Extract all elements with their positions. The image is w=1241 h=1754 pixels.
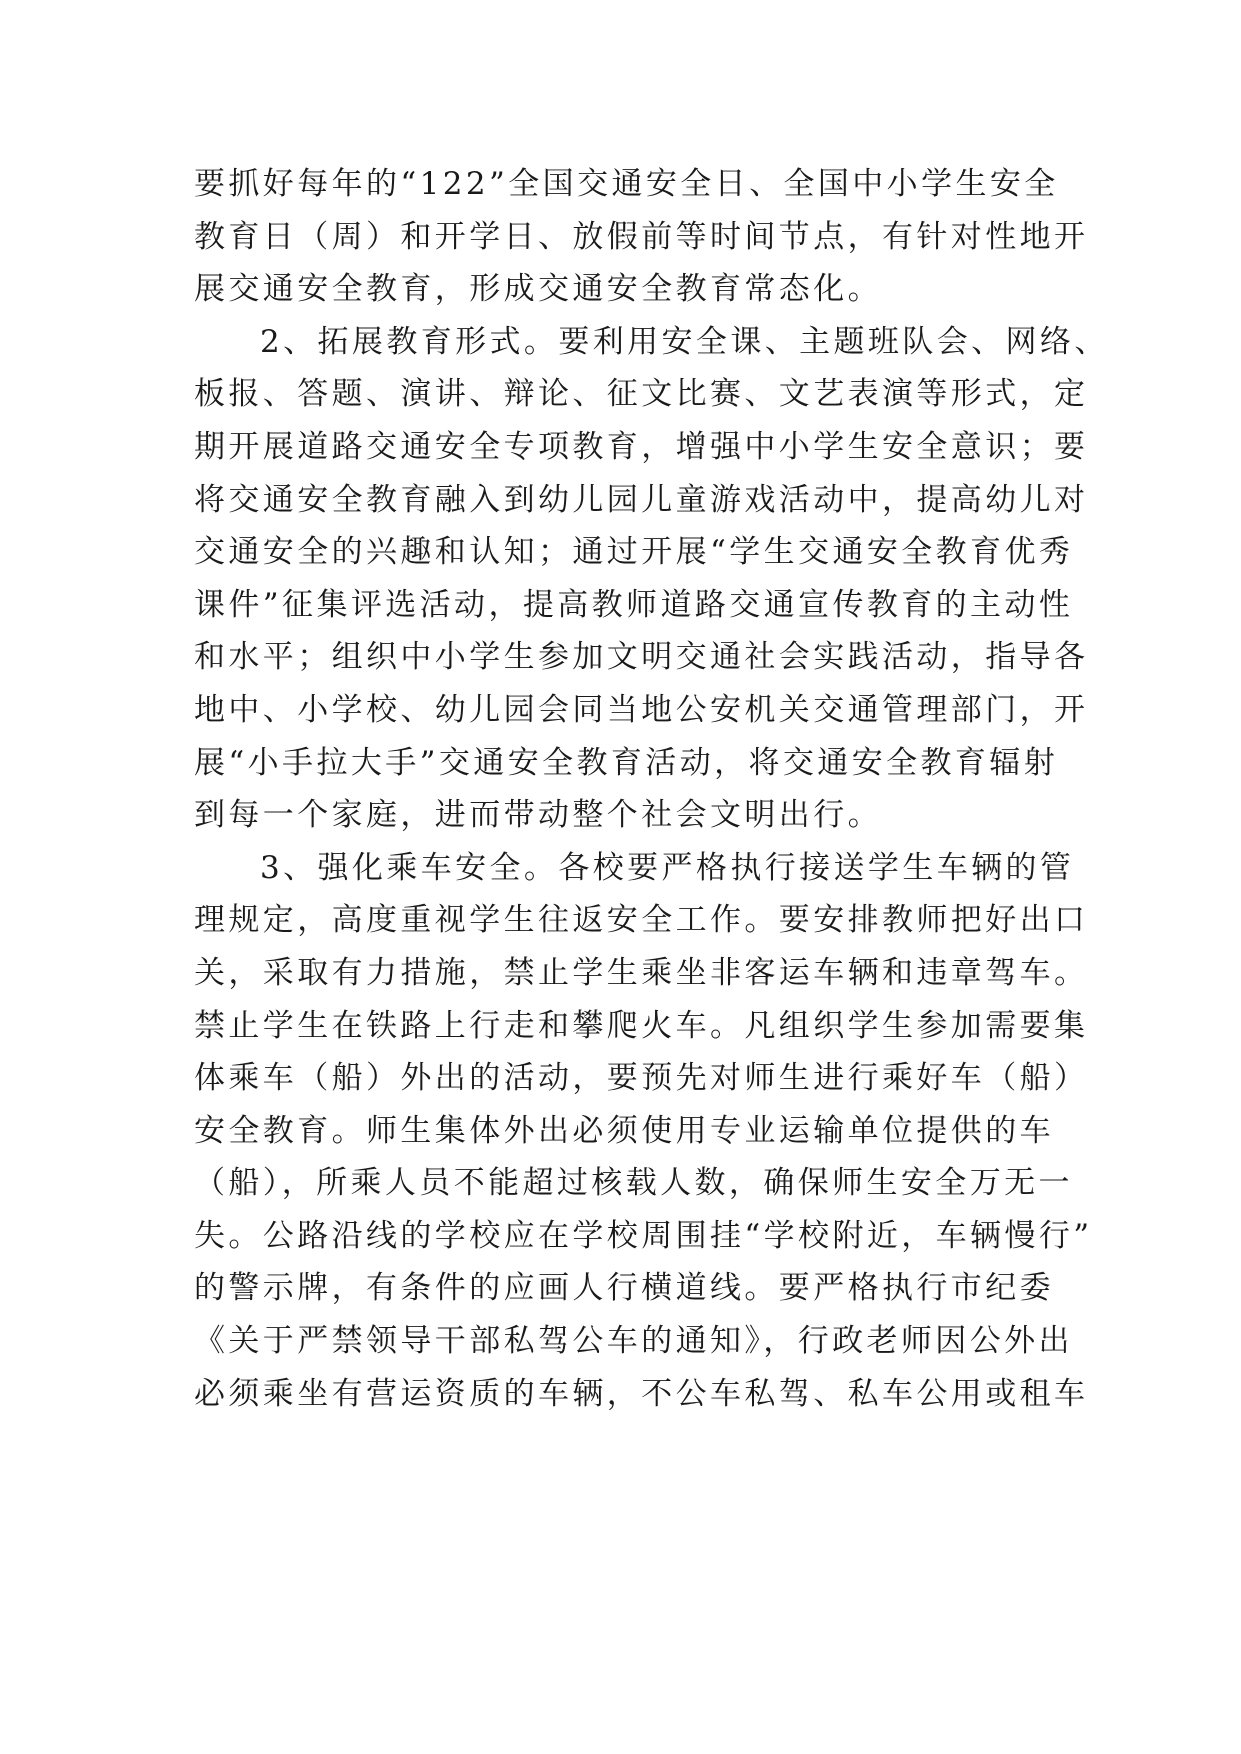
text-line: 期开展道路交通安全专项教育，增强中小学生安全意识；要 <box>194 428 1089 465</box>
text-line: 关，采取有力措施，禁止学生乘坐非客运车辆和违章驾车。 <box>194 954 1089 991</box>
text-line: 禁止学生在铁路上行走和攀爬火车。凡组织学生参加需要集 <box>194 1007 1089 1044</box>
text-line: 理规定，高度重视学生往返安全工作。要安排教师把好出口 <box>194 902 1089 939</box>
text-line: 体乘车（船）外出的活动，要预先对师生进行乘好车（船） <box>194 1060 1089 1097</box>
text-line: 到每一个家庭，进而带动整个社会文明出行。 <box>194 797 882 834</box>
text-line: 安全教育。师生集体外出必须使用专业运输单位提供的车 <box>194 1112 1054 1149</box>
text-line: 失。公路沿线的学校应在学校周围挂“学校附近，车辆慢行” <box>194 1217 1093 1254</box>
text-line: 的警示牌，有条件的应画人行横道线。要严格执行市纪委 <box>194 1270 1054 1307</box>
paragraph-start-line: 2、拓展教育形式。要利用安全课、主题班队会、网络、 <box>260 323 1109 360</box>
text-line: 展“小手拉大手”交通安全教育活动，将交通安全教育辐射 <box>194 744 1059 781</box>
text-line: 展交通安全教育，形成交通安全教育常态化。 <box>194 271 882 308</box>
text-line: 将交通安全教育融入到幼儿园儿童游戏活动中，提高幼儿对 <box>194 481 1089 518</box>
text-line: 交通安全的兴趣和认知；通过开展“学生交通安全教育优秀 <box>194 534 1074 571</box>
body-text <box>194 158 1109 1420</box>
paragraph-start-line: 3、强化乘车安全。各校要严格执行接送学生车辆的管 <box>260 849 1075 886</box>
text-line: 课件”征集评选活动，提高教师道路交通宣传教育的主动性 <box>194 586 1074 623</box>
text-line: 和水平；组织中小学生参加文明交通社会实践活动，指导各 <box>194 639 1089 676</box>
text-line: 板报、答题、演讲、辩论、征文比赛、文艺表演等形式，定 <box>194 376 1089 413</box>
text-line: 《关于严禁领导干部私驾公车的通知》，行政老师因公外出 <box>194 1323 1073 1360</box>
text-line: 教育日（周）和开学日、放假前等时间节点，有针对性地开 <box>194 218 1089 255</box>
text-line: 地中、小学校、幼儿园会同当地公安机关交通管理部门，开 <box>194 691 1089 728</box>
text-line: （船），所乘人员不能超过核载人数，确保师生安全万无一 <box>194 1165 1073 1202</box>
text-line: 必须乘坐有营运资质的车辆，不公车私驾、私车公用或租车 <box>194 1375 1089 1412</box>
text-line: 要抓好每年的“122”全国交通安全日、全国中小学生安全 <box>194 166 1059 202</box>
